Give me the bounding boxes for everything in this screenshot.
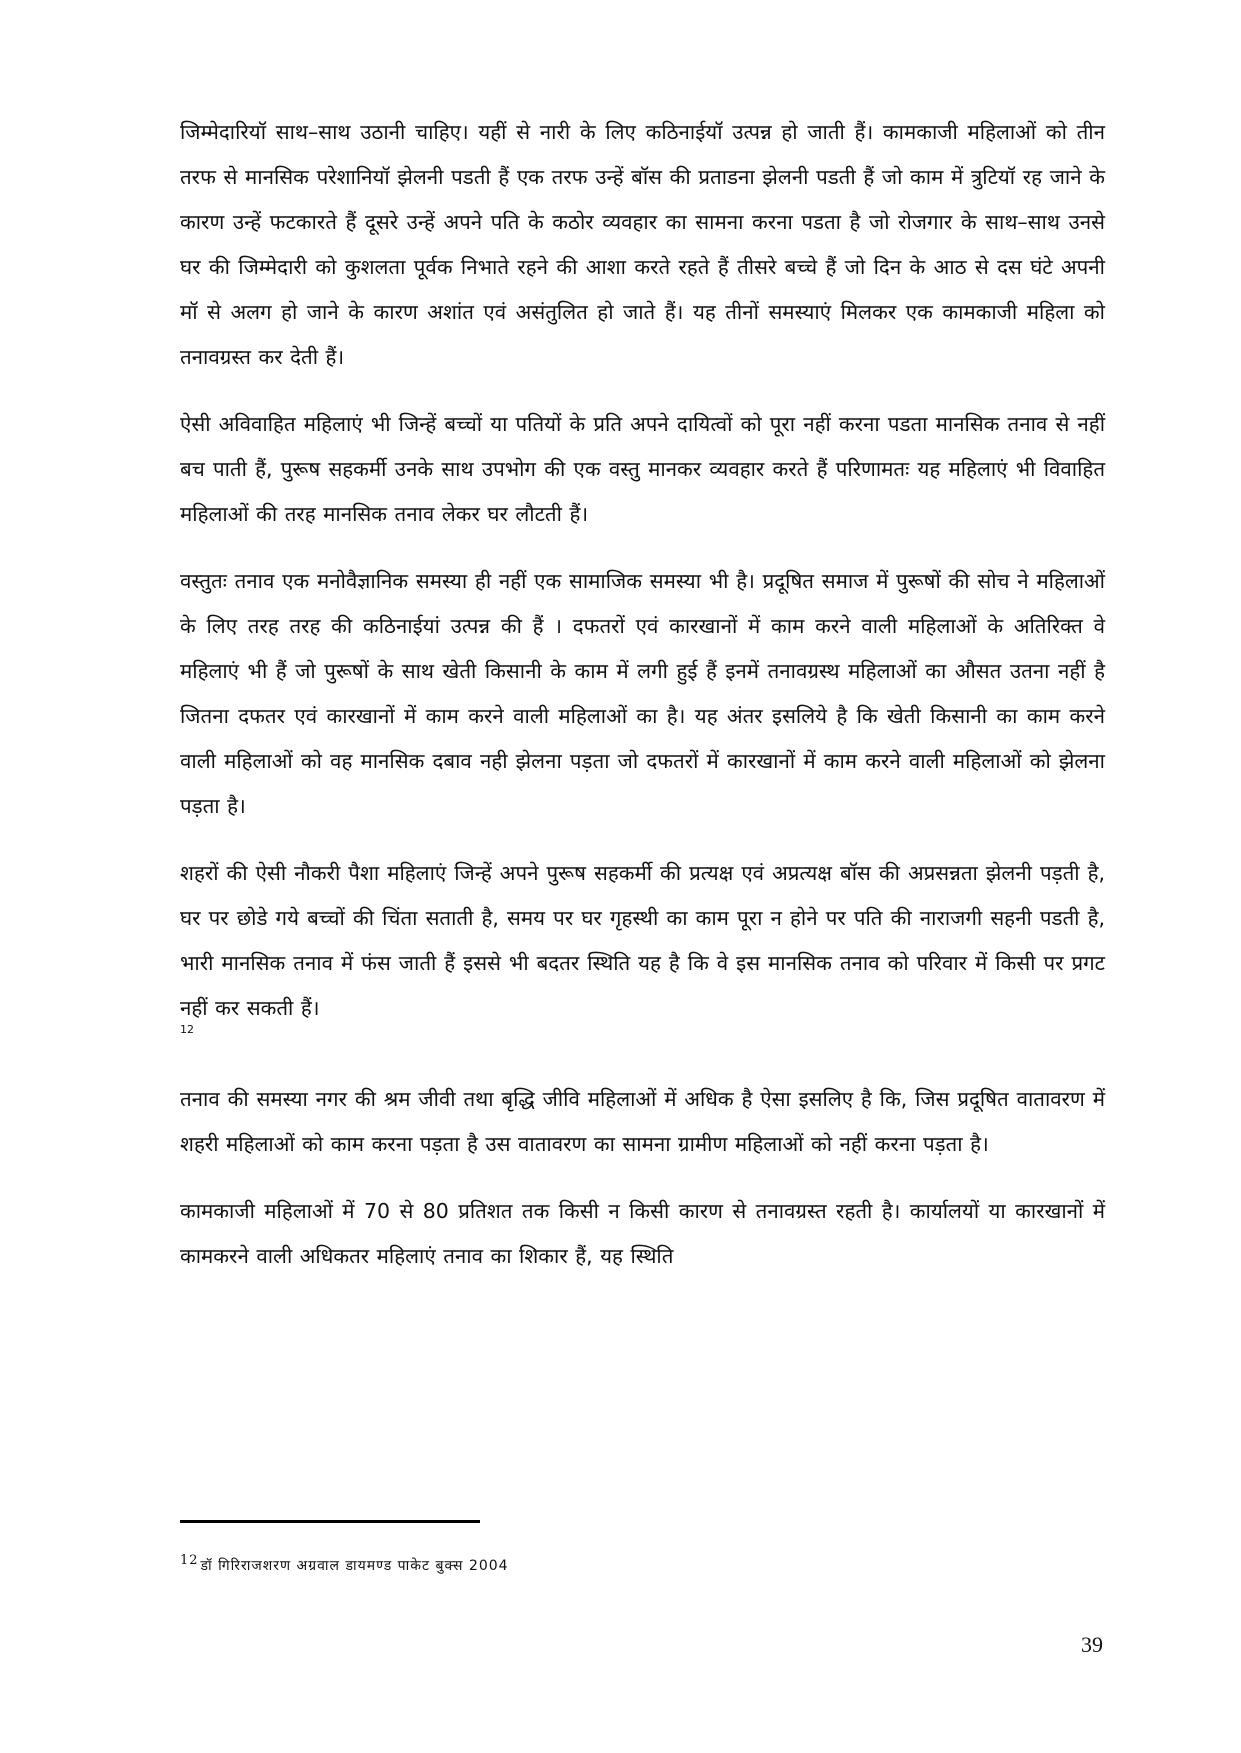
paragraph-4: शहरों की ऐसी नौकरी पैशा महिलाएं जिन्हें अपने पुरूष सहकर्मी की प्रत्यक्ष एवं अप्रत्यक्ष बॉस की अप्रसन्नता झेलनी पड़ती है, घर पर छोडे गये बच्चों की चिंता सताती है, समय पर घर गृहस्थी का काम पूरा न होने पर पति की नाराजगी सहनी पडती है, भारी मानसिक तनाव में फंस जाती हैं इससे भी बदतर स्थिति यह है कि वे इस मानसिक तनाव को परिवार में किसी पर प्रगट नहीं कर सकती हैं। [180,861,1105,1020]
body-text [180,110,1105,1301]
footnote [180,1550,509,1577]
footnote-reference: 12 [180,1023,194,1036]
footnote-divider [180,1520,480,1523]
footnote-text: डॉ गिरिराजशरण अग्रवाल डायमण्ड पाकेट बुक्स 2004 [200,1558,509,1574]
paragraph-6: कामकाजी महिलाओं में 70 से 80 प्रतिशत तक किसी न किसी कारण से तनावग्रस्त रहती है। कार्यालयों या कारखानों में कामकरने वाली अधिकतर महिलाएं तनाव का शिकार हैं, यह स्थिति [180,1199,1105,1268]
paragraph-1: जिम्मेदारियॉ साथ–साथ उठानी चाहिए। यहीं से नारी के लिए कठिनाईयॉ उत्पन्न हो जाती हैं। कामकाजी महिलाओं को तीन तरफ से मानसिक परेशानियॉ झेलनी पडती हैं एक तरफ उन्हें बॉस की प्रताडना झेलनी पडती हैं जो काम में त्रुटियॉ रह जाने के कारण उन्हें फटकारते हैं दूसरे उन्हें अपने पति के कठोर व्यवहार का सामना करना पडता है जो रोजगार के साथ–साथ उनसे घर की जिम्मेदारी को कुशलता पूर्वक निभाते रहने की आशा करते रहते हैं तीसरे बच्चे हैं जो दिन के आठ से दस घंटे अपनी मॉ से अलग हो जाने के कारण अशांत एवं असंतुलित हो जाते हैं। यह तीनों समस्याएं मिलकर एक कामकाजी महिला को तनावग्रस्त कर देती हैं। [180,120,1105,369]
page-number: 39 [1081,1632,1103,1657]
paragraph-2: ऐसी अविवाहित महिलाएं भी जिन्हें बच्चों या पतियों के प्रति अपने दायित्वों को पूरा नहीं करना पडता मानसिक तनाव से नहीं बच पाती हैं, पुरूष सहकर्मी उनके साथ उपभोग की एक वस्तु मानकर व्यवहार करते हैं परिणामतः यह महिलाएं भी विवाहित महिलाओं की तरह मानसिक तनाव लेकर घर लौटती हैं। [180,412,1105,526]
paragraph-3: वस्तुतः तनाव एक मनोवैज्ञानिक समस्या ही नहीं एक सामाजिक समस्या भी है। प्रदूषित समाज में पुरूषों की सोच ने महिलाओं के लिए तरह तरह की कठिनाईयां उत्पन्न की हैं । दफतरों एवं कारखानों में काम करने वाली महिलाओं के अतिरिक्त वे महिलाएं भी हैं जो पुरूषों के साथ खेती किसानी के काम में लगी हुई हैं इनमें तनावग्रस्थ महिलाओं का औसत उतना नहीं है जितना दफतर एवं कारखानों में काम करने वाली महिलाओं का है। यह अंतर इसलिये है कि खेती किसानी का काम करने वाली महिलाओं को वह मानसिक दबाव नही झेलना पड़ता जो दफतरों में कारखानों में काम करने वाली महिलाओं को झेलना पड़ता है। [180,569,1105,818]
paragraph-5: तनाव की समस्या नगर की श्रम जीवी तथा बृद्धि जीवि महिलाओं में अधिक है ऐसा इसलिए है कि, जिस प्रदूषित वातावरण में शहरी महिलाओं को काम करना पड़ता है उस वातावरण का सामना ग्रामीण महिलाओं को नहीं करना पड़ता है। [180,1087,1105,1156]
footnote-number: 12 [180,1553,199,1568]
